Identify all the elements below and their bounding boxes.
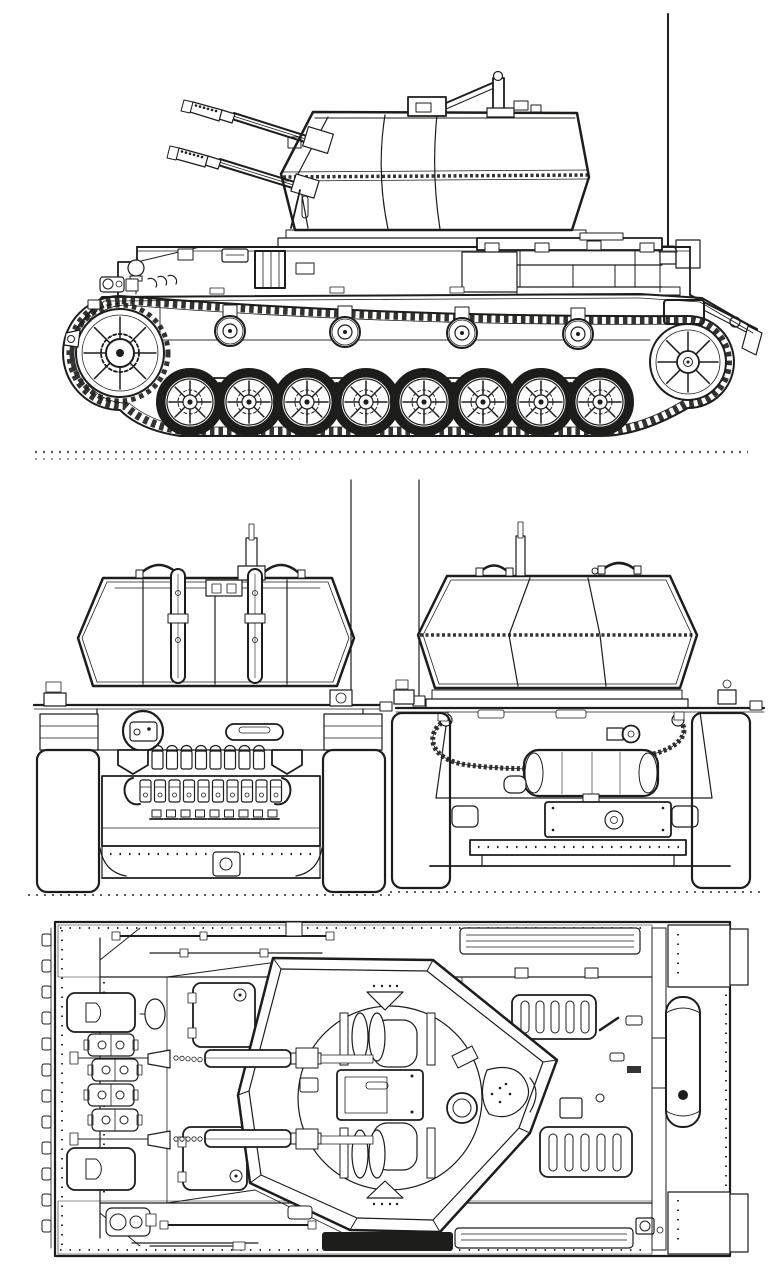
rear-grab-handles [476,563,641,576]
front-left-track [37,714,99,892]
front-view [28,480,392,895]
gunner-seat-ring [447,1093,477,1123]
front-turret [78,578,354,686]
exhaust-bar [322,1232,453,1251]
spare-track-row-lower [125,778,291,819]
stowage-bin-bottom [455,1228,633,1248]
rangefinder-arm [408,72,541,118]
ground-line [35,452,748,459]
front-and-rear-views [0,468,768,903]
road-wheels [157,369,633,435]
jack [106,1208,150,1236]
front-right-track [323,714,385,892]
ammo-drum [369,1013,385,1061]
spare-track-row-upper [152,746,265,770]
drive-sprocket [72,305,168,401]
idler-wheel [650,324,726,400]
convoy-light [607,726,640,743]
top-view [0,898,768,1273]
top-view-drawing [0,898,768,1273]
bow-plate [102,776,320,846]
driver-visor [226,724,283,740]
muffler [504,750,658,803]
gun-pedestal [337,1070,423,1120]
rear-left-track [380,680,450,888]
front-rear-drawing [0,468,768,898]
superstructure [118,247,690,295]
front-lower-hull [100,846,322,878]
ammo-drum [352,1013,368,1061]
side-view-drawing [0,0,768,468]
track-front-clips [42,934,51,1232]
side-view [0,0,768,473]
front-grab-handles [136,565,305,578]
rear-right-track [692,680,762,888]
rear-antenna [413,480,425,706]
stowage-bin-top [460,928,640,954]
antenna [659,14,677,264]
rear-lower-hull [430,802,730,866]
rear-rod-mount [516,522,525,576]
rear-view [380,480,766,892]
rear-turret [418,576,697,708]
